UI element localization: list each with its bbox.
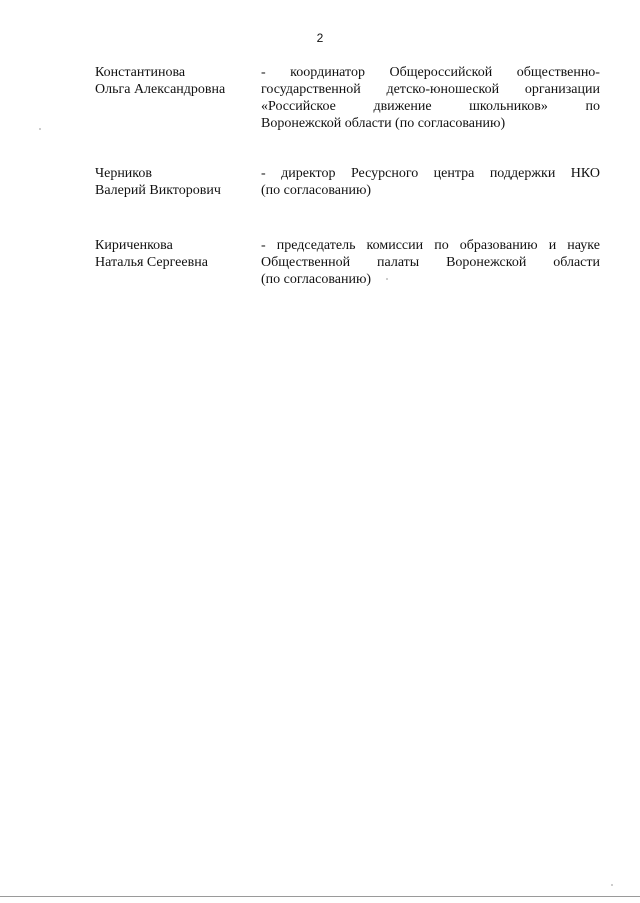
member-given-names: Валерий Викторович <box>95 183 221 198</box>
role-word: и <box>548 238 557 253</box>
role-word: директор <box>281 166 336 181</box>
role-line: (по согласованию) <box>261 272 372 287</box>
role-word: - <box>261 65 266 80</box>
member-surname: Кириченкова <box>95 238 173 253</box>
role-word: государственной <box>261 82 361 97</box>
role-word: по <box>434 238 449 253</box>
role-word: координатор <box>290 65 365 80</box>
role-line: Воронежской области (по согласованию) <box>261 116 506 131</box>
role-word: общественно- <box>516 65 600 80</box>
role-word: - <box>261 238 266 253</box>
role-word: по <box>585 99 600 114</box>
role-line <box>261 237 600 254</box>
scan-bottom-edge <box>0 896 640 897</box>
role-word: НКО <box>570 166 600 181</box>
role-line <box>261 98 600 115</box>
role-line <box>261 165 600 182</box>
role-word: Общероссийской <box>389 65 493 80</box>
role-line: (по согласованию) <box>261 183 372 198</box>
role-word: Воронежской <box>446 255 527 270</box>
scan-speck <box>611 884 613 886</box>
role-word: Общественной <box>261 255 351 270</box>
member-name <box>95 165 255 199</box>
role-word: школьников» <box>469 99 548 114</box>
member-given-names: Наталья Сергеевна <box>95 255 208 270</box>
member-role-description <box>261 64 600 132</box>
member-given-names: Ольга Александровна <box>95 82 226 97</box>
scan-speck <box>39 128 41 130</box>
role-word: поддержки <box>489 166 556 181</box>
role-word: - <box>261 166 266 181</box>
role-word: движение <box>373 99 432 114</box>
member-name <box>95 237 255 271</box>
role-word: «Российское <box>261 99 336 114</box>
role-line <box>261 81 600 98</box>
role-word: председатель <box>276 238 356 253</box>
role-word: науке <box>567 238 600 253</box>
member-role-description <box>261 165 600 199</box>
role-word: Ресурсного <box>350 166 419 181</box>
scan-speck <box>386 278 388 280</box>
role-line <box>261 254 600 271</box>
member-surname: Черников <box>95 166 152 181</box>
role-word: детско-юношеской <box>386 82 500 97</box>
page-number: 2 <box>316 31 324 45</box>
role-word: центра <box>433 166 475 181</box>
member-surname: Константинова <box>95 65 186 80</box>
member-name <box>95 64 255 98</box>
member-role-description <box>261 237 600 288</box>
role-line <box>261 64 600 81</box>
role-word: комиссии <box>366 238 424 253</box>
role-word: организации <box>524 82 600 97</box>
role-word: образованию <box>459 238 538 253</box>
role-word: палаты <box>377 255 420 270</box>
role-word: области <box>553 255 600 270</box>
